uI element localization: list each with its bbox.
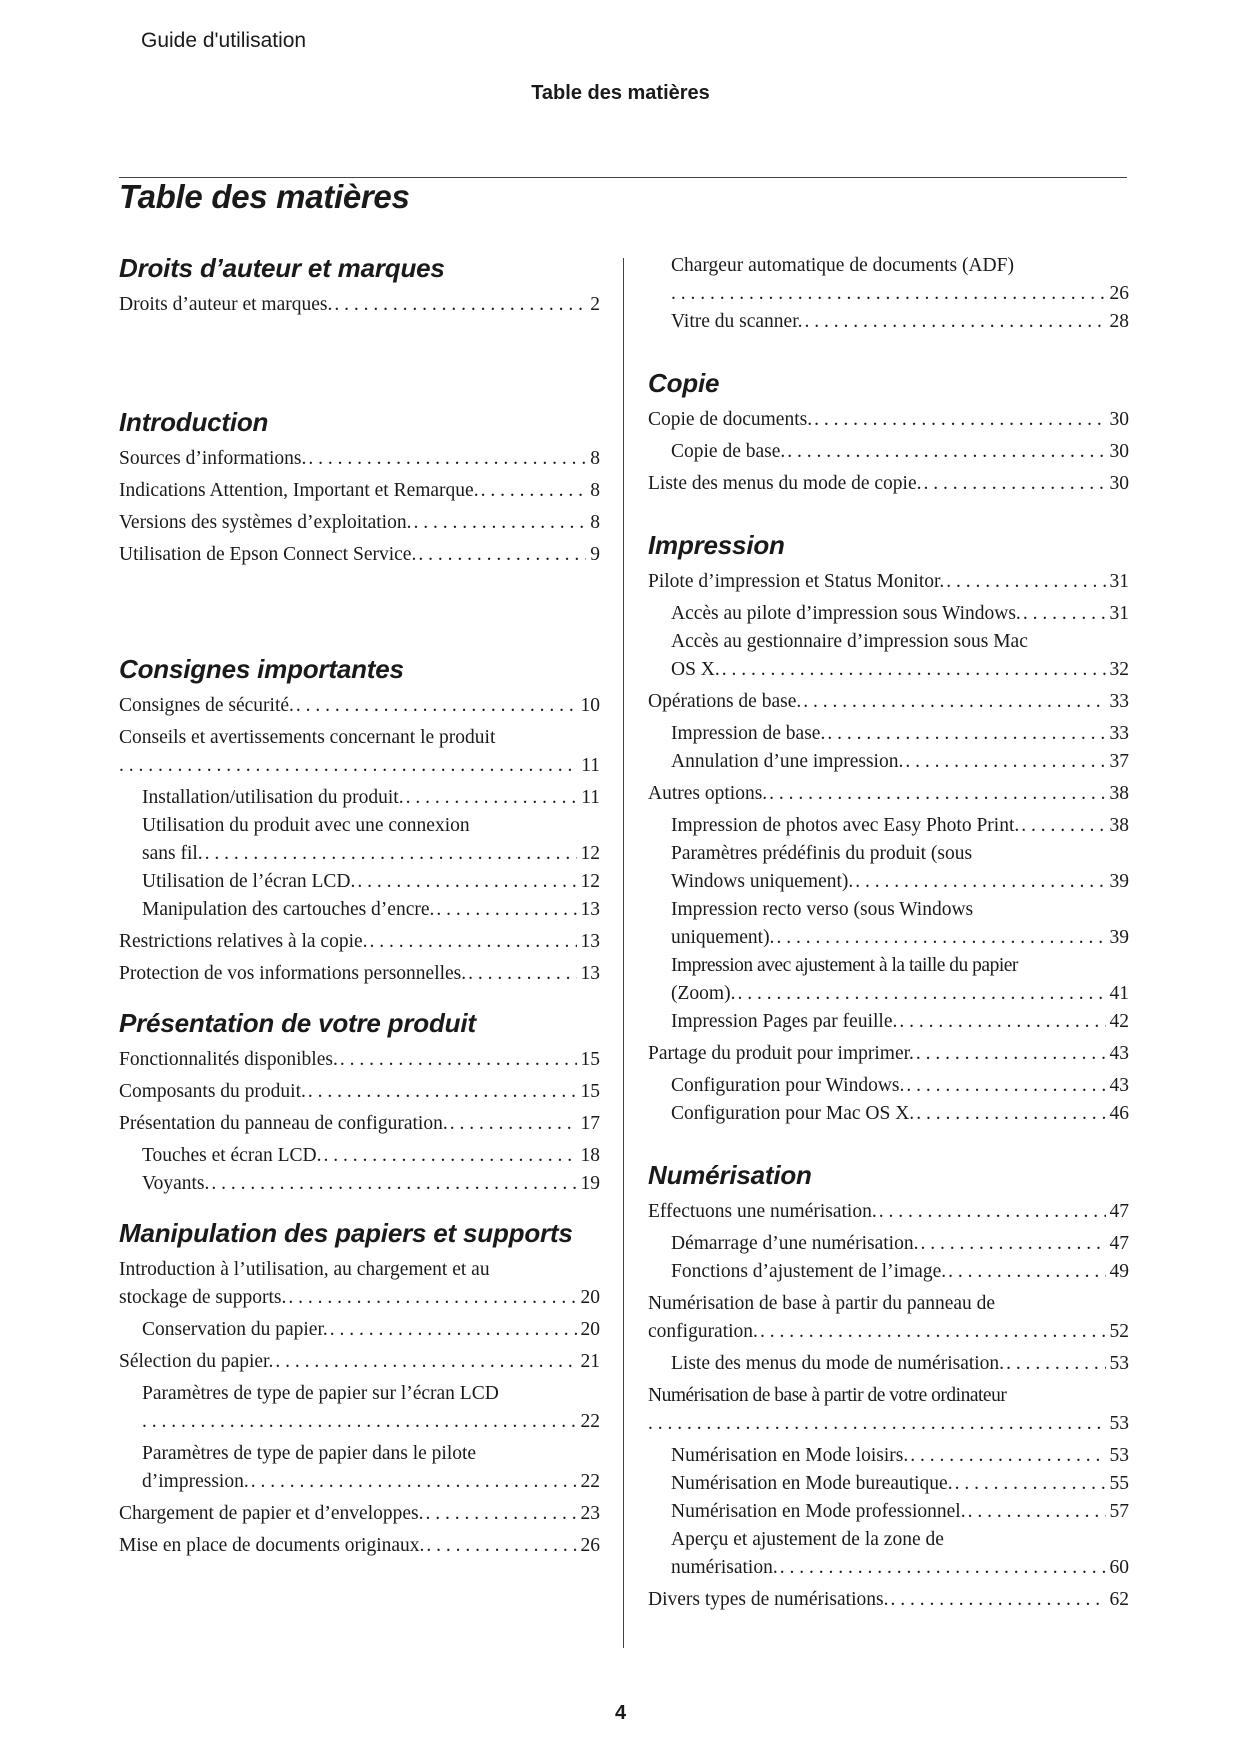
toc-entry[interactable]: Utilisation de Epson Connect Service. . . . 9 <box>119 541 600 569</box>
toc-entry[interactable]: Divers types de numérisations. . . . 62 <box>648 1586 1129 1614</box>
toc-subentry[interactable]: Accès au gestionnaire d’impression sous Mac OS X. . . . 32 <box>648 628 1129 684</box>
toc-subentry[interactable]: Configuration pour Mac OS X. . . . 46 <box>648 1100 1129 1128</box>
toc-subentry[interactable]: Accès au pilote d’impression sous Windows. . . . 31 <box>648 600 1129 628</box>
toc-subentry[interactable]: Numérisation en Mode professionnel. . . . 57 <box>648 1498 1129 1526</box>
toc-entry[interactable]: Mise en place de documents originaux. . . . 26 <box>119 1532 600 1560</box>
section-title[interactable]: Consignes importantes <box>119 654 404 684</box>
toc-subentry[interactable]: Voyants. . . . 19 <box>119 1170 600 1198</box>
toc-entry[interactable]: Liste des menus du mode de copie. . . . 30 <box>648 470 1129 498</box>
toc-left-column <box>119 252 600 1560</box>
toc-subentry[interactable]: Utilisation de l’écran LCD. . . . 12 <box>119 868 600 896</box>
toc-entry[interactable]: Sélection du papier. . . . 21 <box>119 1348 600 1376</box>
section-title[interactable]: Droits d’auteur et marques <box>119 253 445 283</box>
toc-entry[interactable]: Chargement de papier et d’enveloppes. . . . 23 <box>119 1500 600 1528</box>
column-divider <box>623 258 624 1648</box>
toc-subentry[interactable]: Impression avec ajustement à la taille du papier (Zoom). . . . 41 <box>648 952 1129 1008</box>
section-title[interactable]: Manipulation des papiers et supports <box>119 1218 573 1248</box>
toc-entry[interactable]: Introduction à l’utilisation, au chargement et au stockage de supports. . . . 20 <box>119 1256 600 1312</box>
toc-entry[interactable]: Pilote d’impression et Status Monitor. . . . 31 <box>648 568 1129 596</box>
section-title[interactable]: Introduction <box>119 407 269 437</box>
toc-entry[interactable]: Restrictions relatives à la copie. . . . 13 <box>119 928 600 956</box>
running-header-title: Table des matières <box>531 82 710 104</box>
toc-subentry[interactable]: Manipulation des cartouches d’encre. . . . 13 <box>119 896 600 924</box>
toc-entry[interactable]: Indications Attention, Important et Remarque. . . . 8 <box>119 477 600 505</box>
toc-subentry[interactable]: Impression de base. . . . 33 <box>648 720 1129 748</box>
toc-subentry[interactable]: Configuration pour Windows. . . . 43 <box>648 1072 1129 1100</box>
toc-subentry[interactable]: Paramètres prédéfinis du produit (sous Windows uniquement). . . . 39 <box>648 840 1129 896</box>
toc-subentry[interactable]: Numérisation en Mode loisirs. . . . 53 <box>648 1442 1129 1470</box>
page-number: 4 <box>614 1702 627 1724</box>
toc-entry[interactable]: Protection de vos informations personnelles. . . . 13 <box>119 960 600 988</box>
toc-entry[interactable]: Numérisation de base à partir du panneau de configuration. . . . 52 <box>648 1290 1129 1346</box>
toc-subentry[interactable]: Aperçu et ajustement de la zone de numérisation. . . . 60 <box>648 1526 1129 1582</box>
toc-right-column <box>648 252 1129 1614</box>
toc-subentry[interactable]: Touches et écran LCD. . . . 18 <box>119 1142 600 1170</box>
toc-entry[interactable]: Composants du produit. . . . 15 <box>119 1078 600 1106</box>
toc-subentry[interactable]: Annulation d’une impression. . . . 37 <box>648 748 1129 776</box>
toc-entry[interactable]: Copie de documents. . . . 30 <box>648 406 1129 434</box>
toc-subentry[interactable]: Liste des menus du mode de numérisation. . . . 53 <box>648 1350 1129 1378</box>
toc-subentry[interactable]: Installation/utilisation du produit. . . . 11 <box>119 784 600 812</box>
toc-entry[interactable]: Opérations de base. . . . 33 <box>648 688 1129 716</box>
toc-subentry[interactable]: Impression de photos avec Easy Photo Print. . . . 38 <box>648 812 1129 840</box>
toc-entry[interactable]: Droits d’auteur et marques. . . . 2 <box>119 291 600 319</box>
toc-subentry[interactable]: Impression Pages par feuille. . . . 42 <box>648 1008 1129 1036</box>
toc-subentry[interactable]: Fonctions d’ajustement de l’image. . . . 49 <box>648 1258 1129 1286</box>
toc-entry[interactable]: Présentation du panneau de configuration. . . . 17 <box>119 1110 600 1138</box>
toc-subentry[interactable]: Utilisation du produit avec une connexion sans fil. . . . 12 <box>119 812 600 868</box>
toc-entry[interactable]: Fonctionnalités disponibles. . . . 15 <box>119 1046 600 1074</box>
page-title: Table des matières <box>119 178 410 215</box>
toc-subentry[interactable]: Démarrage d’une numérisation. . . . 47 <box>648 1230 1129 1258</box>
toc-subentry[interactable]: Copie de base. . . . 30 <box>648 438 1129 466</box>
toc-entry[interactable]: Partage du produit pour imprimer. . . . 43 <box>648 1040 1129 1068</box>
toc-subentry[interactable]: Impression recto verso (sous Windows uniquement). . . . 39 <box>648 896 1129 952</box>
section-title[interactable]: Copie <box>648 368 720 398</box>
section-title[interactable]: Présentation de votre produit <box>119 1008 476 1038</box>
toc-entry[interactable]: Versions des systèmes d’exploitation. . . . 8 <box>119 509 600 537</box>
toc-subentry[interactable]: Paramètres de type de papier dans le pilote d’impression. . . . 22 <box>119 1440 600 1496</box>
toc-subentry[interactable]: Paramètres de type de papier sur l’écran LCD . . . 22 <box>119 1380 600 1436</box>
section-title[interactable]: Impression <box>648 530 785 560</box>
toc-entry[interactable]: Effectuons une numérisation. . . . 47 <box>648 1198 1129 1226</box>
toc-subentry[interactable]: Conservation du papier. . . . 20 <box>119 1316 600 1344</box>
toc-entry[interactable]: Consignes de sécurité. . . . 10 <box>119 692 600 720</box>
section-title[interactable]: Numérisation <box>648 1160 812 1190</box>
toc-subentry[interactable]: Numérisation en Mode bureautique. . . . 55 <box>648 1470 1129 1498</box>
running-header-guide: Guide d'utilisation <box>141 29 307 52</box>
toc-entry[interactable]: Numérisation de base à partir de votre ordinateur . . . 53 <box>648 1382 1129 1438</box>
toc-entry[interactable]: Conseils et avertissements concernant le produit . . . 11 <box>119 724 600 780</box>
toc-subentry[interactable]: Vitre du scanner. . . . 28 <box>648 308 1129 336</box>
toc-subentry[interactable]: Chargeur automatique de documents (ADF) . . . 26 <box>648 252 1129 308</box>
toc-entry[interactable]: Sources d’informations. . . . 8 <box>119 445 600 473</box>
toc-entry[interactable]: Autres options. . . . 38 <box>648 780 1129 808</box>
